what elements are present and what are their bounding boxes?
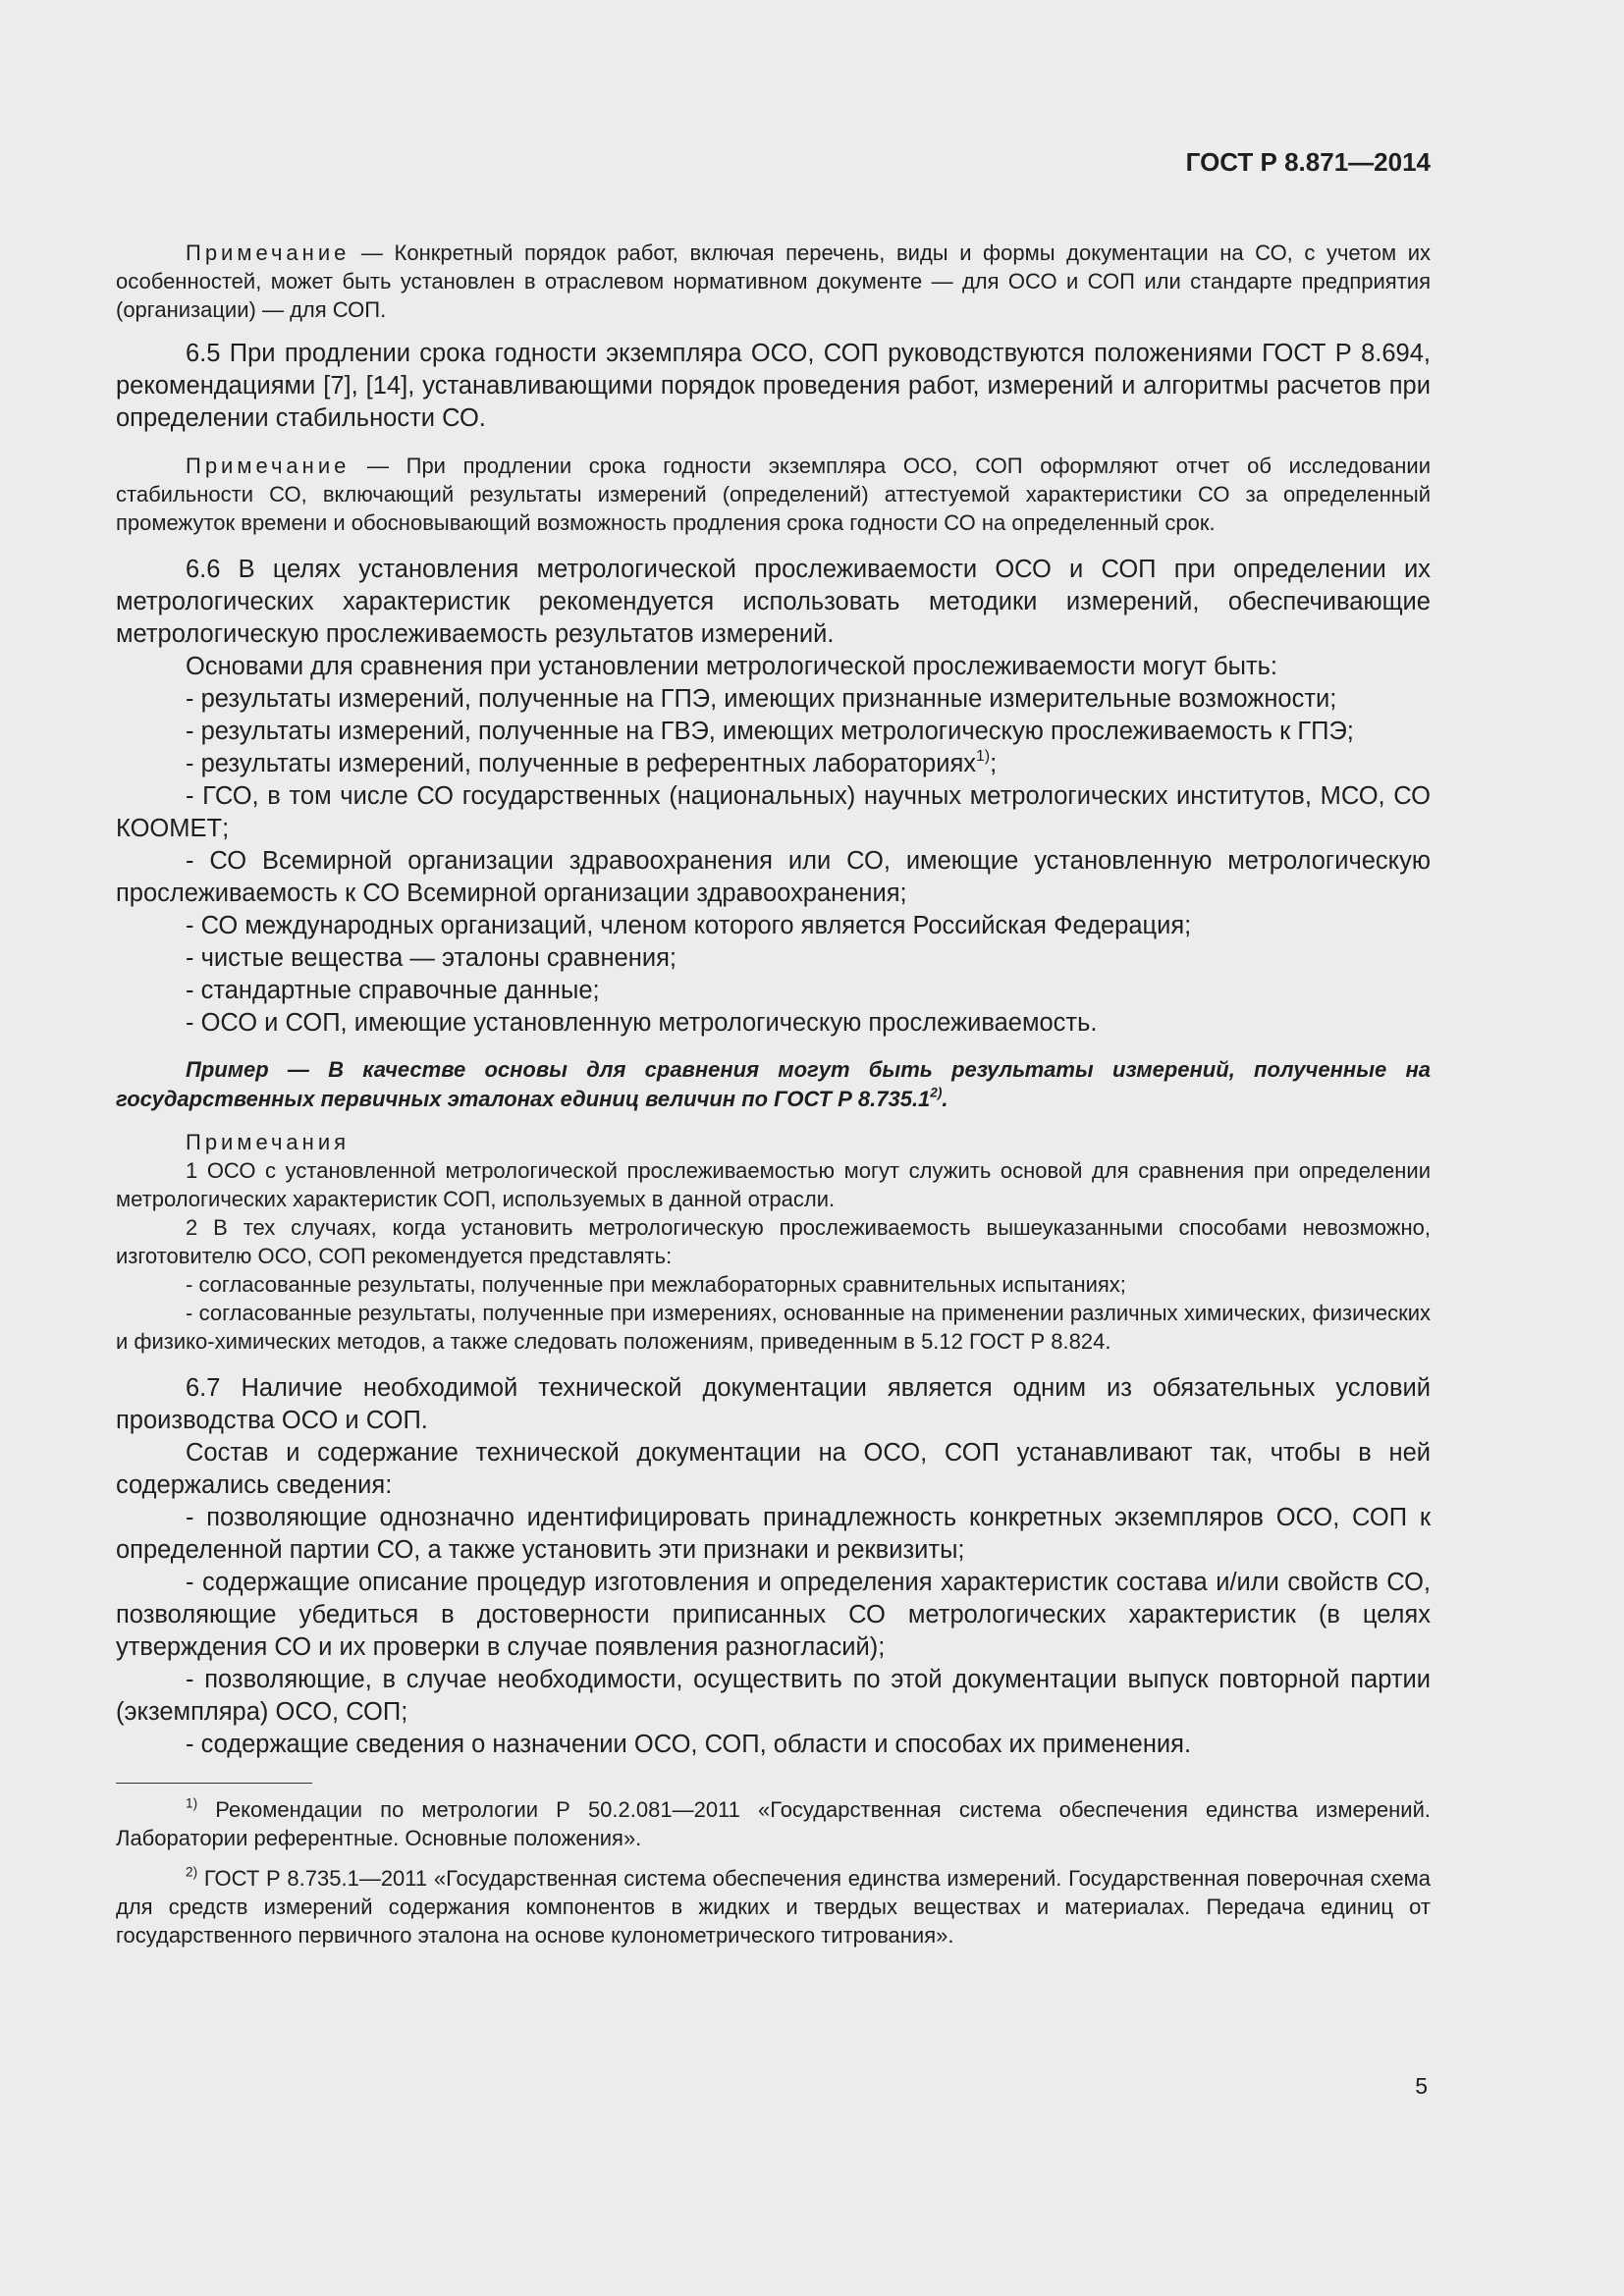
- example: Пример — В качестве основы для сравнения могут быть результаты измерений, полученные на государственных первичных эталонах единиц величин по ГОСТ Р 8.735.1$^{2)}$.: [116, 1057, 1431, 1111]
- note-label: Примечание: [186, 454, 351, 478]
- document-code: ГОСТ Р 8.871—2014: [1185, 147, 1431, 177]
- note-item: 2 В тех случаях, когда установить метрологическую прослеживаемость вышеуказанными способами невозможно, изготовителю ОСО, СОП рекомендуется представлять:: [116, 1215, 1431, 1268]
- list-item: - позволяющие однозначно идентифицировать принадлежность конкретных экземпляров ОСО, СОП к определенной партии СО, а также установить эти признаки и реквизиты;: [116, 1504, 1431, 1564]
- note-2: Примечание — При продлении срока годности экземпляра ОСО, СОП оформляют отчет об исследовании стабильности СО, включающий результаты измерений (определений) аттестуемой характеристики СО за определенный промежуток времени и обосновывающий возможность продления срока годности СО на определенный срок.: [116, 454, 1431, 535]
- footnote-1: $^{1)}$ Рекомендации по метрологии Р 50.2.081—2011 «Государственная система обеспечения единства измерений. Лаборатории референтные. Основные положения».: [116, 1795, 1431, 1850]
- list-item: - стандартные справочные данные;: [186, 977, 600, 1004]
- list-item: - результаты измерений, полученные на ГВЭ, имеющих метрологическую прослеживаемость к ГПЭ;: [186, 718, 1354, 745]
- note-item: 1 ОСО с установленной метрологической прослеживаемостью могут служить основой для сравнения при определении метрологических характеристик СОП, используемых в данной отрасли.: [116, 1158, 1431, 1211]
- paragraph: Основами для сравнения при установлении метрологической прослеживаемости могут быть:: [186, 653, 1278, 680]
- list-item: - результаты измерений, полученные в референтных лабораториях$^{1)}$;: [186, 747, 998, 777]
- clause-6-6: 6.6 В целях установления метрологической прослеживаемости ОСО и СОП при определении их метрологических характеристик рекомендуется использовать методики измерений, обеспечивающие метрологическую прослеживаемость результатов измерений.: [116, 556, 1431, 648]
- notes-heading: Примечания: [186, 1130, 351, 1154]
- clause-6-5: 6.5 При продлении срока годности экземпляра ОСО, СОП руководствуются положениями ГОСТ Р 8.694, рекомендациями [7], [14], устанавливающими порядок проведения работ, измерений и алгоритмы расчетов при определении стабильности СО.: [116, 340, 1431, 432]
- note-item: - согласованные результаты, полученные при межлабораторных сравнительных испытаниях;: [186, 1272, 1126, 1297]
- note-label: Примечание: [186, 240, 351, 265]
- list-item: - СО Всемирной организации здравоохранения или СО, имеющие установленную метрологическую прослеживаемость к СО Всемирной организации здравоохранения;: [116, 847, 1431, 907]
- footnote-ref[interactable]: 1): [976, 747, 991, 765]
- paragraph: Состав и содержание технической документации на ОСО, СОП устанавливают так, чтобы в ней содержались сведения:: [116, 1439, 1431, 1499]
- list-item: - содержащие сведения о назначении ОСО, СОП, области и способах их применения.: [186, 1731, 1192, 1758]
- footnote-mark: 1): [186, 1795, 198, 1811]
- list-item: - результаты измерений, полученные на ГПЭ, имеющих признанные измерительные возможности;: [186, 685, 1337, 713]
- list-item: - ОСО и СОП, имеющие установленную метрологическую прослеживаемость.: [186, 1009, 1098, 1037]
- list-item: - чистые вещества — эталоны сравнения;: [186, 944, 677, 972]
- list-item: - содержащие описание процедур изготовления и определения характеристик состава и/или свойств СО, позволяющие убедиться в достоверности приписанных СО метрологических характеристик (в целях утверждения СО и их проверки в случае появления разногласий);: [116, 1569, 1431, 1661]
- footnote-2: $^{2)}$ ГОСТ Р 8.735.1—2011 «Государственная система обеспечения единства измерений. Государственная поверочная схема для средств измерений содержания компонентов в жидких и твердых веществах и материалах. Передача единиц от государственного первичного эталона на основе кулонометрического титрования».: [116, 1864, 1431, 1948]
- footnote-mark: 2): [186, 1864, 198, 1880]
- note-1: Примечание — Конкретный порядок работ, включая перечень, виды и формы документации на СО, с учетом их особенностей, может быть установлен в отраслевом нормативном документе — для ОСО и СОП или стандарте предприятия (организации) — для СОП.: [116, 240, 1431, 322]
- list-item: - СО международных организаций, членом которого является Российская Федерация;: [186, 912, 1192, 939]
- note-item: - согласованные результаты, полученные при измерениях, основанные на применении различных химических, физических и физико-химических методов, а также следовать положениям, приведенным в 5.12 ГОСТ Р 8.824.: [116, 1301, 1431, 1354]
- page-number: 5: [1415, 2073, 1428, 2099]
- list-item: - позволяющие, в случае необходимости, осуществить по этой документации выпуск повторной партии (экземпляра) ОСО, СОП;: [116, 1666, 1431, 1726]
- footnote-ref[interactable]: 2): [930, 1085, 943, 1100]
- footnote-divider: [116, 1783, 312, 1784]
- list-item: - ГСО, в том числе СО государственных (национальных) научных метрологических институтов, МСО, СО КООМЕТ;: [116, 782, 1431, 842]
- clause-6-7: 6.7 Наличие необходимой технической документации является одним из обязательных условий производства ОСО и СОП.: [116, 1374, 1431, 1434]
